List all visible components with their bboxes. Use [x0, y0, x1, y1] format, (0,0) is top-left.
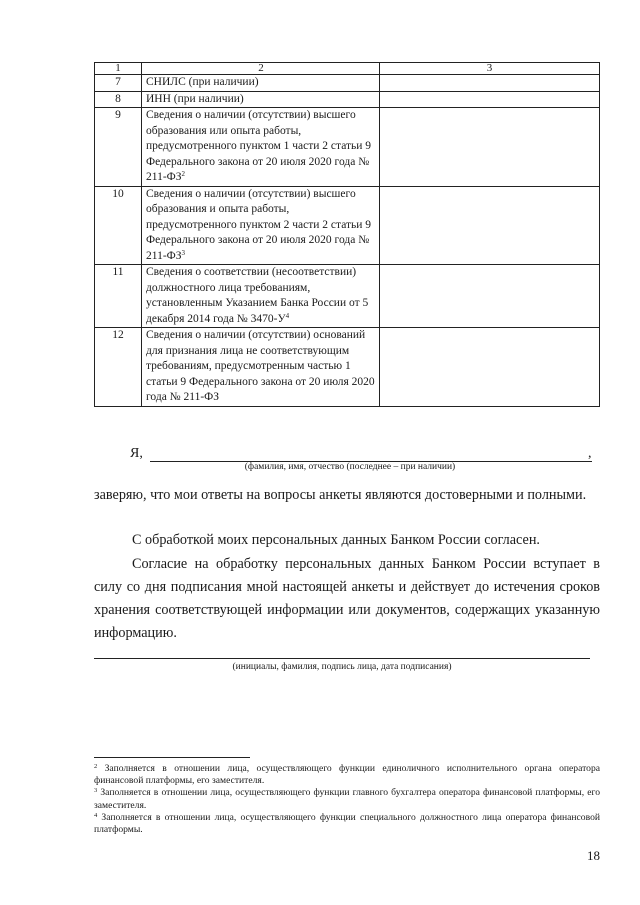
row-description — [142, 186, 380, 265]
row-text: ИНН (при наличии) — [146, 92, 244, 105]
row-number: 10 — [95, 186, 142, 265]
row-text: Сведения о соответствии (несоответствии) должностного лица требованиям, установленным Указанием Банка России от 5 декабря 2014 года № 3470-У — [146, 266, 369, 325]
footnote — [94, 787, 600, 811]
table-row — [95, 91, 600, 108]
table-header-row — [95, 63, 600, 75]
row-number: 8 — [95, 91, 142, 108]
row-number: 12 — [95, 328, 142, 407]
row-description — [142, 91, 380, 108]
table-row — [95, 265, 600, 328]
footnotes — [94, 763, 600, 836]
footnote-ref: 3 — [181, 248, 185, 257]
declaration-suffix: , — [588, 446, 592, 461]
page-number: 18 — [587, 848, 600, 863]
signature-caption: (инициалы, фамилия, подпись лица, дата подписания) — [232, 662, 452, 672]
table-row — [95, 328, 600, 407]
answer-cell[interactable] — [380, 328, 600, 407]
footnote-mark: 3 — [94, 787, 98, 795]
footnote-ref: 2 — [181, 170, 185, 178]
footnote-text: Заполняется в отношении лица, осуществляющего функции главного бухгалтера оператора финансовой платформы, его заместителя. — [94, 787, 600, 811]
declaration-continuation: заверяю, что мои ответы на вопросы анкеты являются достоверными и полными. — [94, 487, 587, 503]
signature-line[interactable] — [94, 658, 590, 659]
row-description — [142, 75, 380, 92]
footnote — [94, 812, 600, 836]
header-cell: 2 — [142, 63, 380, 75]
row-number: 9 — [95, 108, 142, 187]
row-description — [142, 265, 380, 328]
row-text: Сведения о наличии (отсутствии) оснований для признания лица не соответствующим требованиям, предусмотренным частью 1 статьи 9 Федерального закона от 20 июля 2020 года № 211-ФЗ — [146, 329, 375, 403]
footnote-mark: 4 — [94, 811, 98, 819]
footnote-ref: 4 — [285, 311, 290, 320]
row-description — [142, 108, 380, 187]
header-cell: 1 — [95, 63, 142, 75]
table-row — [95, 108, 600, 187]
questionnaire-table — [94, 62, 600, 407]
row-number: 11 — [95, 265, 142, 328]
row-description — [142, 328, 380, 407]
row-text: Сведения о наличии (отсутствии) высшего образования и опыта работы, предусмотренного пунктом 2 части 2 статьи 9 Федерального закона от 20 июля 2020 года № 211-ФЗ — [146, 187, 372, 262]
row-text: Сведения о наличии (отсутствии) высшего образования или опыта работы, предусмотренного пунктом 1 части 2 статьи 9 Федерального закона от 20 июля 2020 года № 211-ФЗ — [146, 109, 372, 183]
name-caption: (фамилия, имя, отчество (последнее – при наличии) — [244, 462, 456, 472]
answer-cell[interactable] — [380, 75, 600, 92]
consent-paragraph: С обработкой моих персональных данных Банком России согласен. — [132, 532, 540, 548]
footnote — [94, 763, 600, 787]
answer-cell[interactable] — [380, 108, 600, 187]
footnote-separator — [94, 757, 250, 758]
table-row — [95, 186, 600, 265]
footnote-text: Заполняется в отношении лица, осуществляющего функции единоличного исполнительного органа оператора финансовой платформы, его заместителя. — [94, 763, 601, 787]
declaration-prefix: Я, — [130, 446, 143, 461]
answer-cell[interactable] — [380, 265, 600, 328]
row-number: 7 — [95, 75, 142, 92]
footnote-text: Заполняется в отношении лица, осуществляющего функции специального должностного лица оператора финансовой платформы. — [94, 811, 601, 836]
row-text: СНИЛС (при наличии) — [146, 76, 259, 88]
answer-cell[interactable] — [380, 91, 600, 108]
table-row — [95, 75, 600, 92]
footnote-mark: 2 — [94, 763, 98, 770]
validity-paragraph: Согласие на обработку персональных данных Банком России вступает в силу со дня подписания мной настоящей анкеты и действует до истечения сроков хранения соответствующей информации или документов, содержащих указанную информацию. — [94, 556, 600, 641]
header-cell: 3 — [380, 63, 600, 75]
answer-cell[interactable] — [380, 186, 600, 265]
